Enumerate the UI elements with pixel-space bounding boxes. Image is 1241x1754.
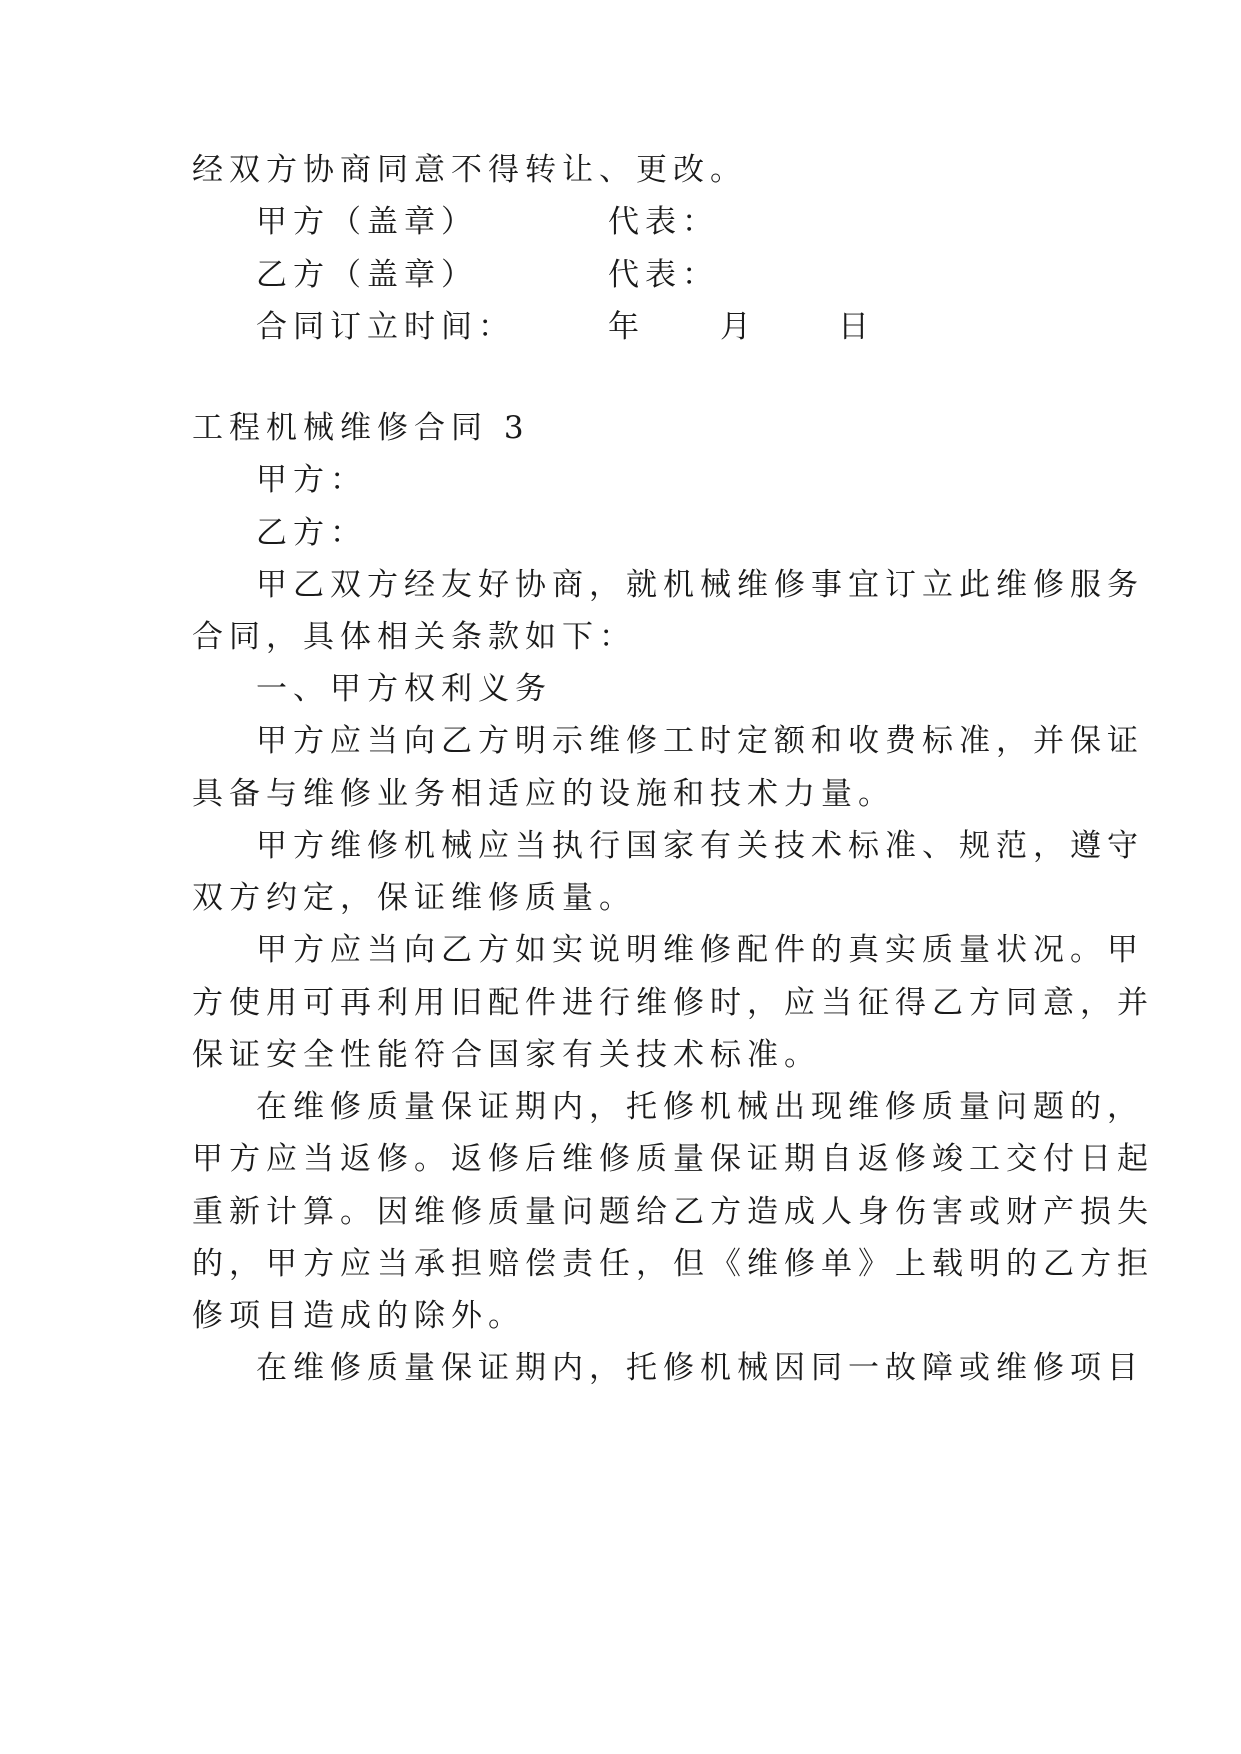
paragraph-2-line-2: 双方约定，保证维修质量。 <box>192 880 636 916</box>
continuation-line: 经双方协商同意不得转让、更改。 <box>192 152 747 188</box>
intro-line-2: 合同，具体相关条款如下： <box>192 619 636 655</box>
party-b-seal-label: 乙方（盖章） <box>256 257 478 293</box>
contract-date-label: 合同订立时间： <box>256 309 515 345</box>
paragraph-3-line-3: 保证安全性能符合国家有关技术标准。 <box>192 1037 821 1073</box>
contract-date-row <box>256 307 1136 347</box>
paragraph-3-line-2: 方使用可再利用旧配件进行维修时，应当征得乙方同意，并 <box>192 985 1154 1021</box>
party-b-rep-label: 代表： <box>608 257 719 293</box>
party-a-rep-label: 代表： <box>608 204 719 240</box>
date-month-label: 月 <box>720 309 757 345</box>
party-a-signature-row <box>256 202 1136 242</box>
party-a-seal-label: 甲方（盖章） <box>256 204 478 240</box>
contract-title: 工程机械维修合同 3 <box>192 410 530 446</box>
date-year-label: 年 <box>608 309 645 345</box>
paragraph-4-line-4: 的，甲方应当承担赔偿责任，但《维修单》上载明的乙方拒 <box>192 1246 1154 1282</box>
date-day-label: 日 <box>838 309 875 345</box>
section-1-heading: 一、甲方权利义务 <box>256 671 552 707</box>
paragraph-4-line-1: 在维修质量保证期内，托修机械出现维修质量问题的， <box>256 1089 1144 1125</box>
paragraph-1-line-1: 甲方应当向乙方明示维修工时定额和收费标准，并保证 <box>256 723 1144 759</box>
party-b-line: 乙方： <box>256 515 367 551</box>
paragraph-5-line-1: 在维修质量保证期内，托修机械因同一故障或维修项目 <box>256 1350 1144 1386</box>
paragraph-3-line-1: 甲方应当向乙方如实说明维修配件的真实质量状况。甲 <box>256 932 1144 968</box>
intro-line-1: 甲乙双方经友好协商，就机械维修事宜订立此维修服务 <box>256 567 1144 603</box>
paragraph-4-line-3: 重新计算。因维修质量问题给乙方造成人身伤害或财产损失 <box>192 1194 1154 1230</box>
paragraph-4-line-2: 甲方应当返修。返修后维修质量保证期自返修竣工交付日起 <box>192 1141 1154 1177</box>
paragraph-1-line-2: 具备与维修业务相适应的设施和技术力量。 <box>192 776 895 812</box>
paragraph-4-line-5: 修项目造成的除外。 <box>192 1298 525 1334</box>
party-b-signature-row <box>256 255 1136 295</box>
paragraph-2-line-1: 甲方维修机械应当执行国家有关技术标准、规范，遵守 <box>256 828 1144 864</box>
party-a-line: 甲方： <box>256 462 367 498</box>
